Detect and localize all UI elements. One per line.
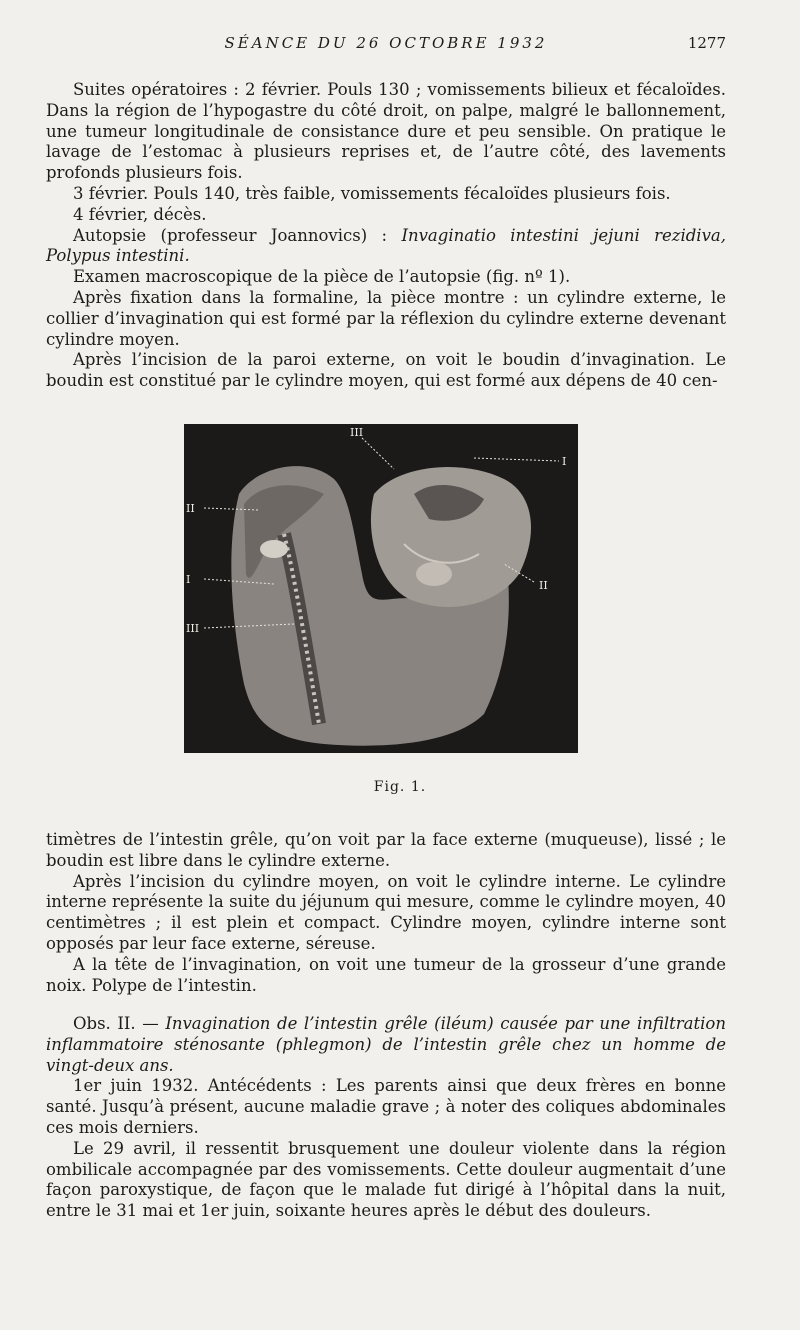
paragraph-autopsie xyxy=(46,226,726,268)
page-number: 1277 xyxy=(687,34,726,52)
autopsy-lead: Autopsie (professeur Joannovics) : xyxy=(73,225,402,245)
paragraph-timetres: timètres de l’intestin grêle, qu’on voit par la face externe (muqueuse), lissé ; le boudin est libre dans le cylindre externe. xyxy=(46,830,726,870)
figure-label-2: I xyxy=(562,455,567,468)
autopsy-diagnosis: Invaginatio intestini jejuni rezidiva, Polypus intestini. xyxy=(46,225,726,266)
figure-caption: Fig. 1. xyxy=(373,779,427,795)
paragraph-cylindre: Après l’incision du cylindre moyen, on voit le cylindre interne. Le cylindre interne représente la suite du jéjunum qui mesure, comme le cylindre moyen, 40 centimètres ; il est plein et compact. Cylindre moyen, cylindre interne sont opposés par leur face externe, séreuse. xyxy=(46,871,726,953)
paragraph-29-avril: Le 29 avril, il ressentit brusquement une douleur violente dans la région ombilicale accompagnée par des vomissements. Cette douleur augmentait d’une façon paroxystique, de façon que le malade fut dirigé à l’hôpital dans la nuit, entre le 31 mai et 1er juin, soixante heures après le début des douleurs. xyxy=(46,1138,726,1221)
figure-label-5: II xyxy=(539,579,548,592)
paragraph-4-fevrier: 4 février, décès. xyxy=(73,204,207,224)
running-title: SÉANCE DU 26 OCTOBRE 1932 xyxy=(224,34,548,52)
polyp-shape xyxy=(416,562,452,586)
paragraph-fixation: Après fixation dans la formaline, la pièce montre : un cylindre externe, le collier d’invagination qui est formé par la réflexion du cylindre externe devenant cylindre moyen. xyxy=(46,287,726,349)
obs-title: Invagination de l’intestin grêle (iléum) causée par une infiltration inflammatoire sténosante (phlegmon) de l’intestin grêle chez un homme de vingt-deux ans. xyxy=(46,1014,726,1075)
paragraph-antecedents: 1er juin 1932. Antécédents : Les parents ainsi que deux frères en bonne santé. Jusqu’à présent, aucune maladie grave ; à noter des coliques abdominales ces mois derniers. xyxy=(46,1076,726,1137)
text-block-obs xyxy=(46,1014,726,1222)
figure-label-4: I xyxy=(186,573,191,586)
text-block-middle xyxy=(46,830,726,996)
obs-heading xyxy=(46,1014,726,1076)
figure-label-6: III xyxy=(186,622,200,635)
paragraph-incision: Après l’incision de la paroi externe, on voit le boudin d’invagination. Le boudin est constitué par le cylindre moyen, qui est formé aux dépens de 40 cen- xyxy=(46,350,726,391)
figure-label-3: II xyxy=(186,502,195,515)
paragraph-3-fevrier: 3 février. Pouls 140, très faible, vomissements fécaloïdes plusieurs fois. xyxy=(73,183,671,203)
paragraph-examen: Examen macroscopique de la pièce de l’autopsie (fig. nº 1). xyxy=(73,267,571,287)
paragraph-tumeur: A la tête de l’invagination, on voit une tumeur de la grosseur d’une grande noix. Polype de l’intestin. xyxy=(46,954,726,995)
tumor-highlight xyxy=(260,540,288,558)
specimen-illustration xyxy=(184,424,578,753)
running-header xyxy=(46,34,726,56)
text-block-top xyxy=(46,80,726,392)
figure-label-1: III xyxy=(350,426,364,439)
paragraph-suites: Suites opératoires : 2 février. Pouls 130 ; vomissements bilieux et fécaloïdes. Dans la région de l’hypogastre du côté droit, on palpe, malgré le ballonnement, une tumeur longitudinale de consistance dure et peu sensible. On pratique le lavage de l’estomac à plusieurs reprises et, de l’autre côté, des lavements profonds plusieurs fois. xyxy=(46,80,726,183)
figure-specimen-photo xyxy=(184,424,578,753)
obs-lead: Obs. II. — xyxy=(73,1014,166,1033)
